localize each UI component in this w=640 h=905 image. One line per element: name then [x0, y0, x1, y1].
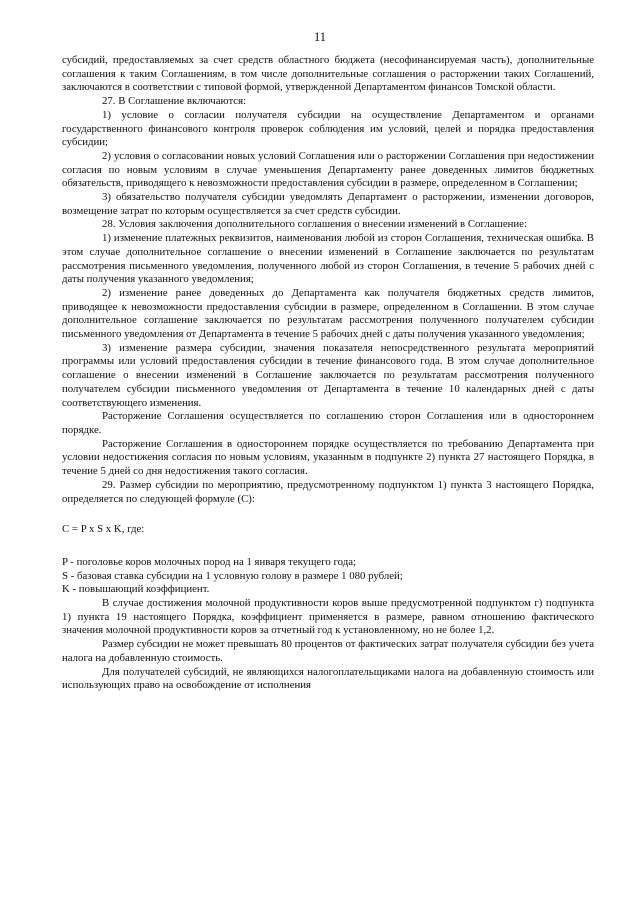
paragraph-clause-28-item-1: 1) изменение платежных реквизитов, наименования любой из сторон Соглашения, техническая ошибка. В этом случае дополнительное соглашение о внесении изменений в Соглашение заключается по результатам рассмотрения письменного уведомления, полученного любой из сторон Соглашения, в течение 5 рабочих дней с даты получения указанного уведомления;: [62, 232, 594, 286]
paragraph-termination: Расторжение Соглашения осуществляется по соглашению сторон Соглашения или в одностороннем порядке.: [62, 410, 594, 436]
page-number: 11: [313, 30, 327, 44]
paragraph-clause-27-item-1: 1) условие о согласии получателя субсидии на осуществление Департаментом и органами государственного финансового контроля проверок соблюдения им условий, целей и порядка предоставления субсидии;: [62, 108, 594, 149]
paragraph-termination-unilateral: Расторжение Соглашения в одностороннем порядке осуществляется по требованию Департамента при условии недостижения согласия по новым условиям, указанным в подпункте 2) пункта 27 настоящего Порядка, в течение 5 дней со дня недостижения такого согласия.: [62, 437, 594, 478]
paragraph-vat: Для получателей субсидий, не являющихся налогоплательщиками налога на добавленную стоимость или использующих право на освобождение от исполнения: [62, 665, 594, 692]
document-body: [62, 54, 594, 693]
paragraph-clause-28-item-3: 3) изменение размера субсидии, значения показателя непосредственного результата мероприятий программы или условий предоставления субсидии в течение финансового года. В этом случае дополнительное соглашение о внесении изменений в Соглашение заключается по результатам рассмотрения полученного получателем субсидии письменного уведомления от Департамента в течение 10 календарных дней с даты соответствующего изменения.: [62, 341, 594, 409]
paragraph-continuation: субсидий, предоставляемых за счет средств областного бюджета (несофинансируемая часть), дополнительные соглашения к таким Соглашениям, в том числе дополнительные соглашения о расторжении таких Соглашений, заключаются в соответствии с типовой формой, утвержденной Департаментом финансов Томской области.: [62, 54, 594, 94]
definition-p: P - поголовье коров молочных пород на 1 января текущего года;: [62, 555, 357, 568]
paragraph-coefficient: В случае достижения молочной продуктивности коров выше предусмотренной подпунктом г) подпункта 1) пункта 19 настоящего Порядка, коэффициент применяется в размере, равном отношению фактического значения молочной продуктивности коров за отчетный год к установленному, но не более 1,2.: [62, 597, 594, 637]
definition-k: K - повышающий коэффициент.: [62, 583, 210, 596]
paragraph-clause-28-item-2: 2) изменение ранее доведенных до Департамента как получателя бюджетных средств лимитов, приводящее к невозможности предоставления субсидии в размере, определенном в Соглашении. В этом случае дополнительное соглашение заключается по результатам рассмотрения полученного получателем субсидии письменного уведомления от Департамента в течение 5 рабочих дней с даты получения указанного уведомления;: [62, 286, 594, 341]
paragraph-clause-29: 29. Размер субсидии по мероприятию, предусмотренному подпунктом 1) пункта 3 настоящего Порядка, определяется по следующей формуле (С):: [62, 478, 594, 505]
paragraph-clause-27-item-2: 2) условия о согласовании новых условий Соглашения или о расторжении Соглашения при недостижении согласия по новым условиям в случае уменьшения Департаменту ранее доведенных лимитов бюджетных обязательств, приводящего к невозможности предоставления субсидии в размере, определенном в Соглашении;: [62, 149, 594, 190]
paragraph-clause-28: 28. Условия заключения дополнительного соглашения о внесении изменений в Соглашение:: [102, 218, 527, 231]
formula: С = P x S x K, где:: [62, 523, 145, 536]
paragraph-clause-27: 27. В Соглашение включаются:: [102, 95, 247, 108]
paragraph-subsidy-limit: Размер субсидии не может превышать 80 процентов от фактических затрат получателя субсидии без учета налога на добавленную стоимость.: [62, 638, 594, 664]
definition-s: S - базовая ставка субсидии на 1 условную голову в размере 1 080 рублей;: [62, 569, 403, 582]
paragraph-clause-27-item-3: 3) обязательство получателя субсидии уведомлять Департамент о расторжении, изменении договоров, возмещение затрат по которым осуществляется за счет средств субсидии.: [62, 191, 594, 217]
